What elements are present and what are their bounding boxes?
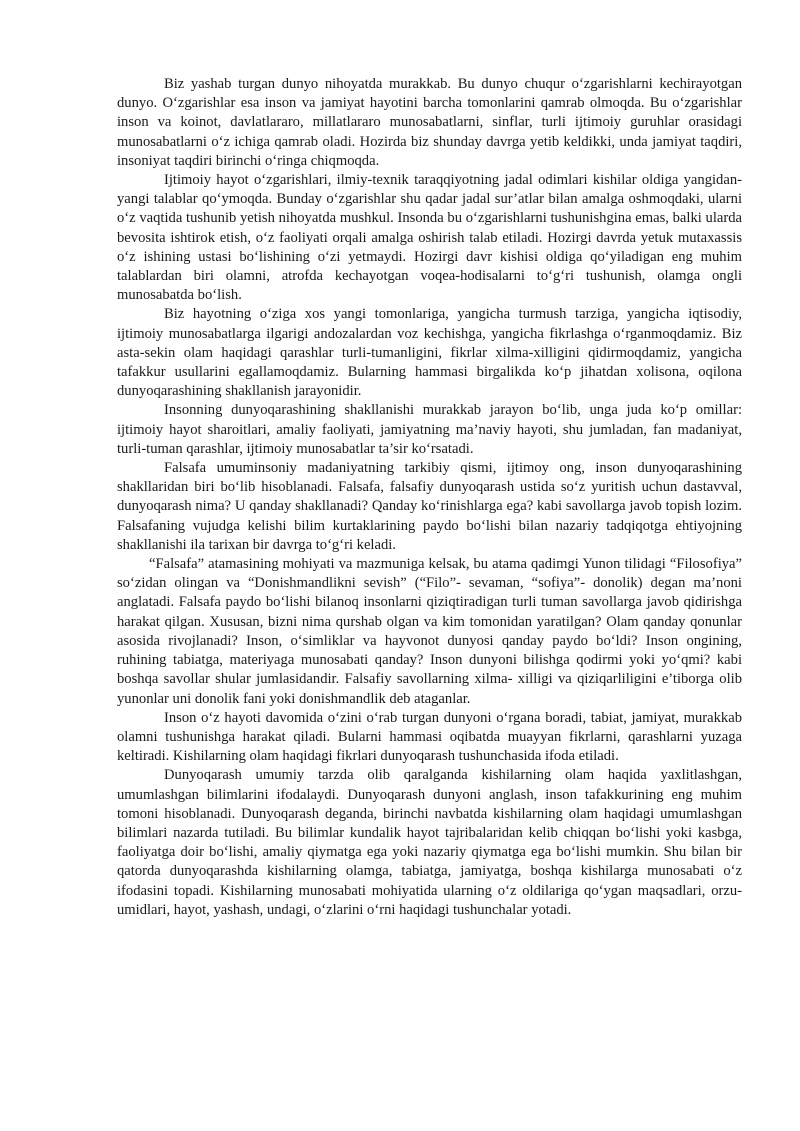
paragraph-5: Falsafa umuminsoniy madaniyatning tarkibiy qismi, ijtimoy ong, inson dunyoqarashining shakllaridan biri bo‘lib hisoblanadi. Falsafa, falsafiy dunyoqarash ustida so‘z yuritish uchun dastavval, dunyoqarash nima? U qanday shakllanadi? Qanday ko‘rinishlarga ega? kabi savollarga javob topish lozim. Falsafaning vujudga kelishi bilim kurtaklarining paydo bo‘lishi bilan nazariy tadqiqotga ehtiyojning shakllanishi ila tarixan bir davrga to‘g‘ri keladi. xyxy=(117,460,742,553)
paragraph-2: Ijtimoiy hayot o‘zgarishlari, ilmiy-texnik taraqqiyotning jadal odimlari kishilar oldiga yangidan-yangi talablar qo‘ymoqda. Bunday o‘zgarishlar shu qadar jadal sur’atlar bilan amalga oshmoqdaki, ularni o‘z vaqtida tushunib yetish nihoyatda mushkul. Insonda bu o‘zgarishlarni tushunishgina emas, balki ularda bevosita ishtirok etish, o‘z faoliyati orqali amalga oshirish talab etiladi. Hozirgi davrda yetuk mutaxassis o‘z ishining ustasi bo‘lishining o‘zi yetmaydi. Hozirgi davr kishisi oldiga qo‘yiladigan eng muhim talablardan biri olamni, atrofda kechayotgan voqea-hodisalarni to‘g‘ri tushunish, olamga ongli munosabatda bo‘lish. xyxy=(117,172,742,304)
paragraph-6: “Falsafa” atamasining mohiyati va mazmuniga kelsak, bu atama qadimgi Yunon tilidagi “Filosofiya” so‘zidan olingan va “Donishmandlikni sevish” (“Filo”- sevaman, “sofiya”- donolik) degan ma’noni anglatadi. Falsafa paydo bo‘lishi bilanoq insonlarni qiziqtiradigan turli tuman savollarga javob qidirishga harakat qilgan. Xususan, bizni nima qurshab olgan va kim tomonidan yaratilgan? Olam qanday qonunlar asosida rivojlanadi? Inson, o‘simliklar va hayvonot dunyosi qanday paydo bo‘ldi? Inson ongining, ruhining tabiatga, materiyaga munosabati qanday? Inson dunyoni bilishga qodirmi yoki yo‘qmi? kabi boshqa savollar shular jumlasidandir. Falsafiy savollarning xilma- xilligi va qiziqarliligini e’tiborga olib yunonlar uni donolik fani yoki donishmandlik deb ataganlar. xyxy=(117,556,742,707)
paragraph-7: Inson o‘z hayoti davomida o‘zini o‘rab turgan dunyoni o‘rgana boradi, tabiat, jamiyat, murakkab olamni tushunishga harakat qiladi. Bularni hammasi oqibatda muayyan fikrlarni, qarashlarni yuzaga keltiradi. Kishilarning olam haqidagi fikrlari dunyoqarash tushunchasida ifoda etiladi. xyxy=(117,709,742,765)
paragraph-1: Biz yashab turgan dunyo nihoyatda murakkab. Bu dunyo chuqur o‘zgarishlarni kechirayotgan dunyo. O‘zgarishlar esa inson va jamiyat hayotini barcha tomonlarini qamrab olmoqda. Bu o‘zgarishlar inson va koinot, davlatlararo, millatlararo munosabatlarni, sinflar, turli ijtimoiy guruhlar orasidagi munosabatlarni o‘z ichiga qamrab oladi. Hozirda biz shunday davrga yetib keldikki, unda jamiyat taqdiri, insoniyat taqdiri birinchi o‘ringa chiqmoqda. xyxy=(117,76,742,169)
paragraph-4: Insonning dunyoqarashining shakllanishi murakkab jarayon bo‘lib, unga juda ko‘p omillar: ijtimoiy hayot sharoitlari, amaliy faoliyati, jamiyatning ma’naviy hayoti, shu jumladan, fan madaniyat, turli-tuman qarashlar, ijtimoiy munosabatlar ta’sir ko‘rsatadi. xyxy=(117,402,742,457)
paragraph-3: Biz hayotning o‘ziga xos yangi tomonlariga, yangicha turmush tarziga, yangicha iqtisodiy, ijtimoiy munosabatlarga ilgarigi andozalardan voz kechishga, yangicha fikrlashga o‘rganmoqdamiz. Biz asta-sekin olam haqidagi qarashlar turli-tumanligini, fikrlar xilma-xilligini qidirmoqdamiz, yangicha tafakkur usullarini egallamoqdamiz. Bularning hammasi birgalikda ko‘p jihatdan xolisona, oqilona dunyoqarashining shakllanish jarayonidir. xyxy=(117,306,742,400)
paragraph-8: Dunyoqarash umumiy tarzda olib qaralganda kishilarning olam haqida yaxlitlashgan, umumlashgan bilimlarini ifodalaydi. Dunyoqarash dunyoni anglash, inson tafakkurining eng muhim tomoni hisoblanadi. Dunyoqarash deganda, birinchi navbatda kishilarning olam haqidagi umumlashgan bilimlari nazarda tutiladi. Bu bilimlar kundalik hayot tajribalaridan kelib chiqqan bo‘lishi yoki kasbga, faoliyatga doir bo‘lishi, amaliy qiymatga ega yoki nazariy qiymatga ega bo‘lishi mumkin. Shu bilan bir qatorda dunyoqarashda kishilarning olamga, tabiatga, jamiyatga, boshqa kishilarga munosabati o‘z ifodasini topadi. Kishilarning munosabati mohiyatida ularning o‘z oldilariga qo‘ygan maqsadlari, orzu-umidlari, hayot, yashash, undagi, o‘zlarini o‘rni haqidagi tushunchalar yotadi. xyxy=(117,767,742,918)
document-body xyxy=(117,75,742,920)
